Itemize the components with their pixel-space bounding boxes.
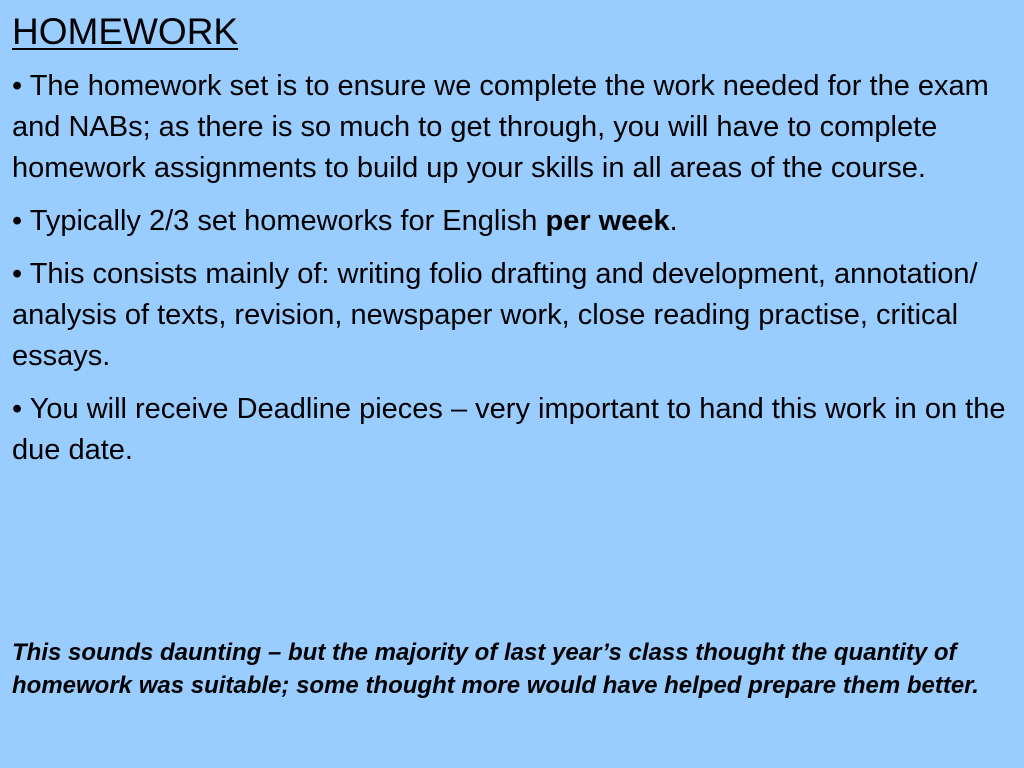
slide-content	[12, 8, 1016, 483]
bullet-homework-purpose	[12, 66, 1016, 189]
bullet-marker: •	[12, 258, 23, 290]
bullet-text: You will receive Deadline pieces – very important to hand this work in on the due date.	[12, 393, 1006, 466]
bullet-text: This consists mainly of: writing folio drafting and development, annotation/ analysis of texts, revision, newspaper work, close reading practise, critical essays.	[12, 258, 978, 372]
bullet-text: Typically 2/3 set homeworks for English	[29, 205, 546, 237]
slide-title: HOMEWORK	[12, 11, 239, 52]
bullet-marker: •	[12, 393, 23, 425]
bullet-homework-types	[12, 254, 1016, 377]
bullet-marker: •	[12, 205, 23, 237]
bullet-text-end: .	[669, 205, 678, 237]
bullet-text: The homework set is to ensure we complete the work needed for the exam and NABs; as there is so much to get through, you will have to complete homework assignments to build up your skills in all areas of the course.	[12, 70, 989, 184]
bullet-deadline-pieces	[12, 389, 1016, 471]
bullet-homework-frequency	[12, 201, 1016, 242]
bullet-emphasis: per week	[545, 205, 670, 237]
closing-note: This sounds daunting – but the majority of last year’s class thought the quantity of homework was suitable; some thought more would have helped prepare them better.	[12, 639, 979, 699]
bullet-marker: •	[12, 70, 23, 102]
